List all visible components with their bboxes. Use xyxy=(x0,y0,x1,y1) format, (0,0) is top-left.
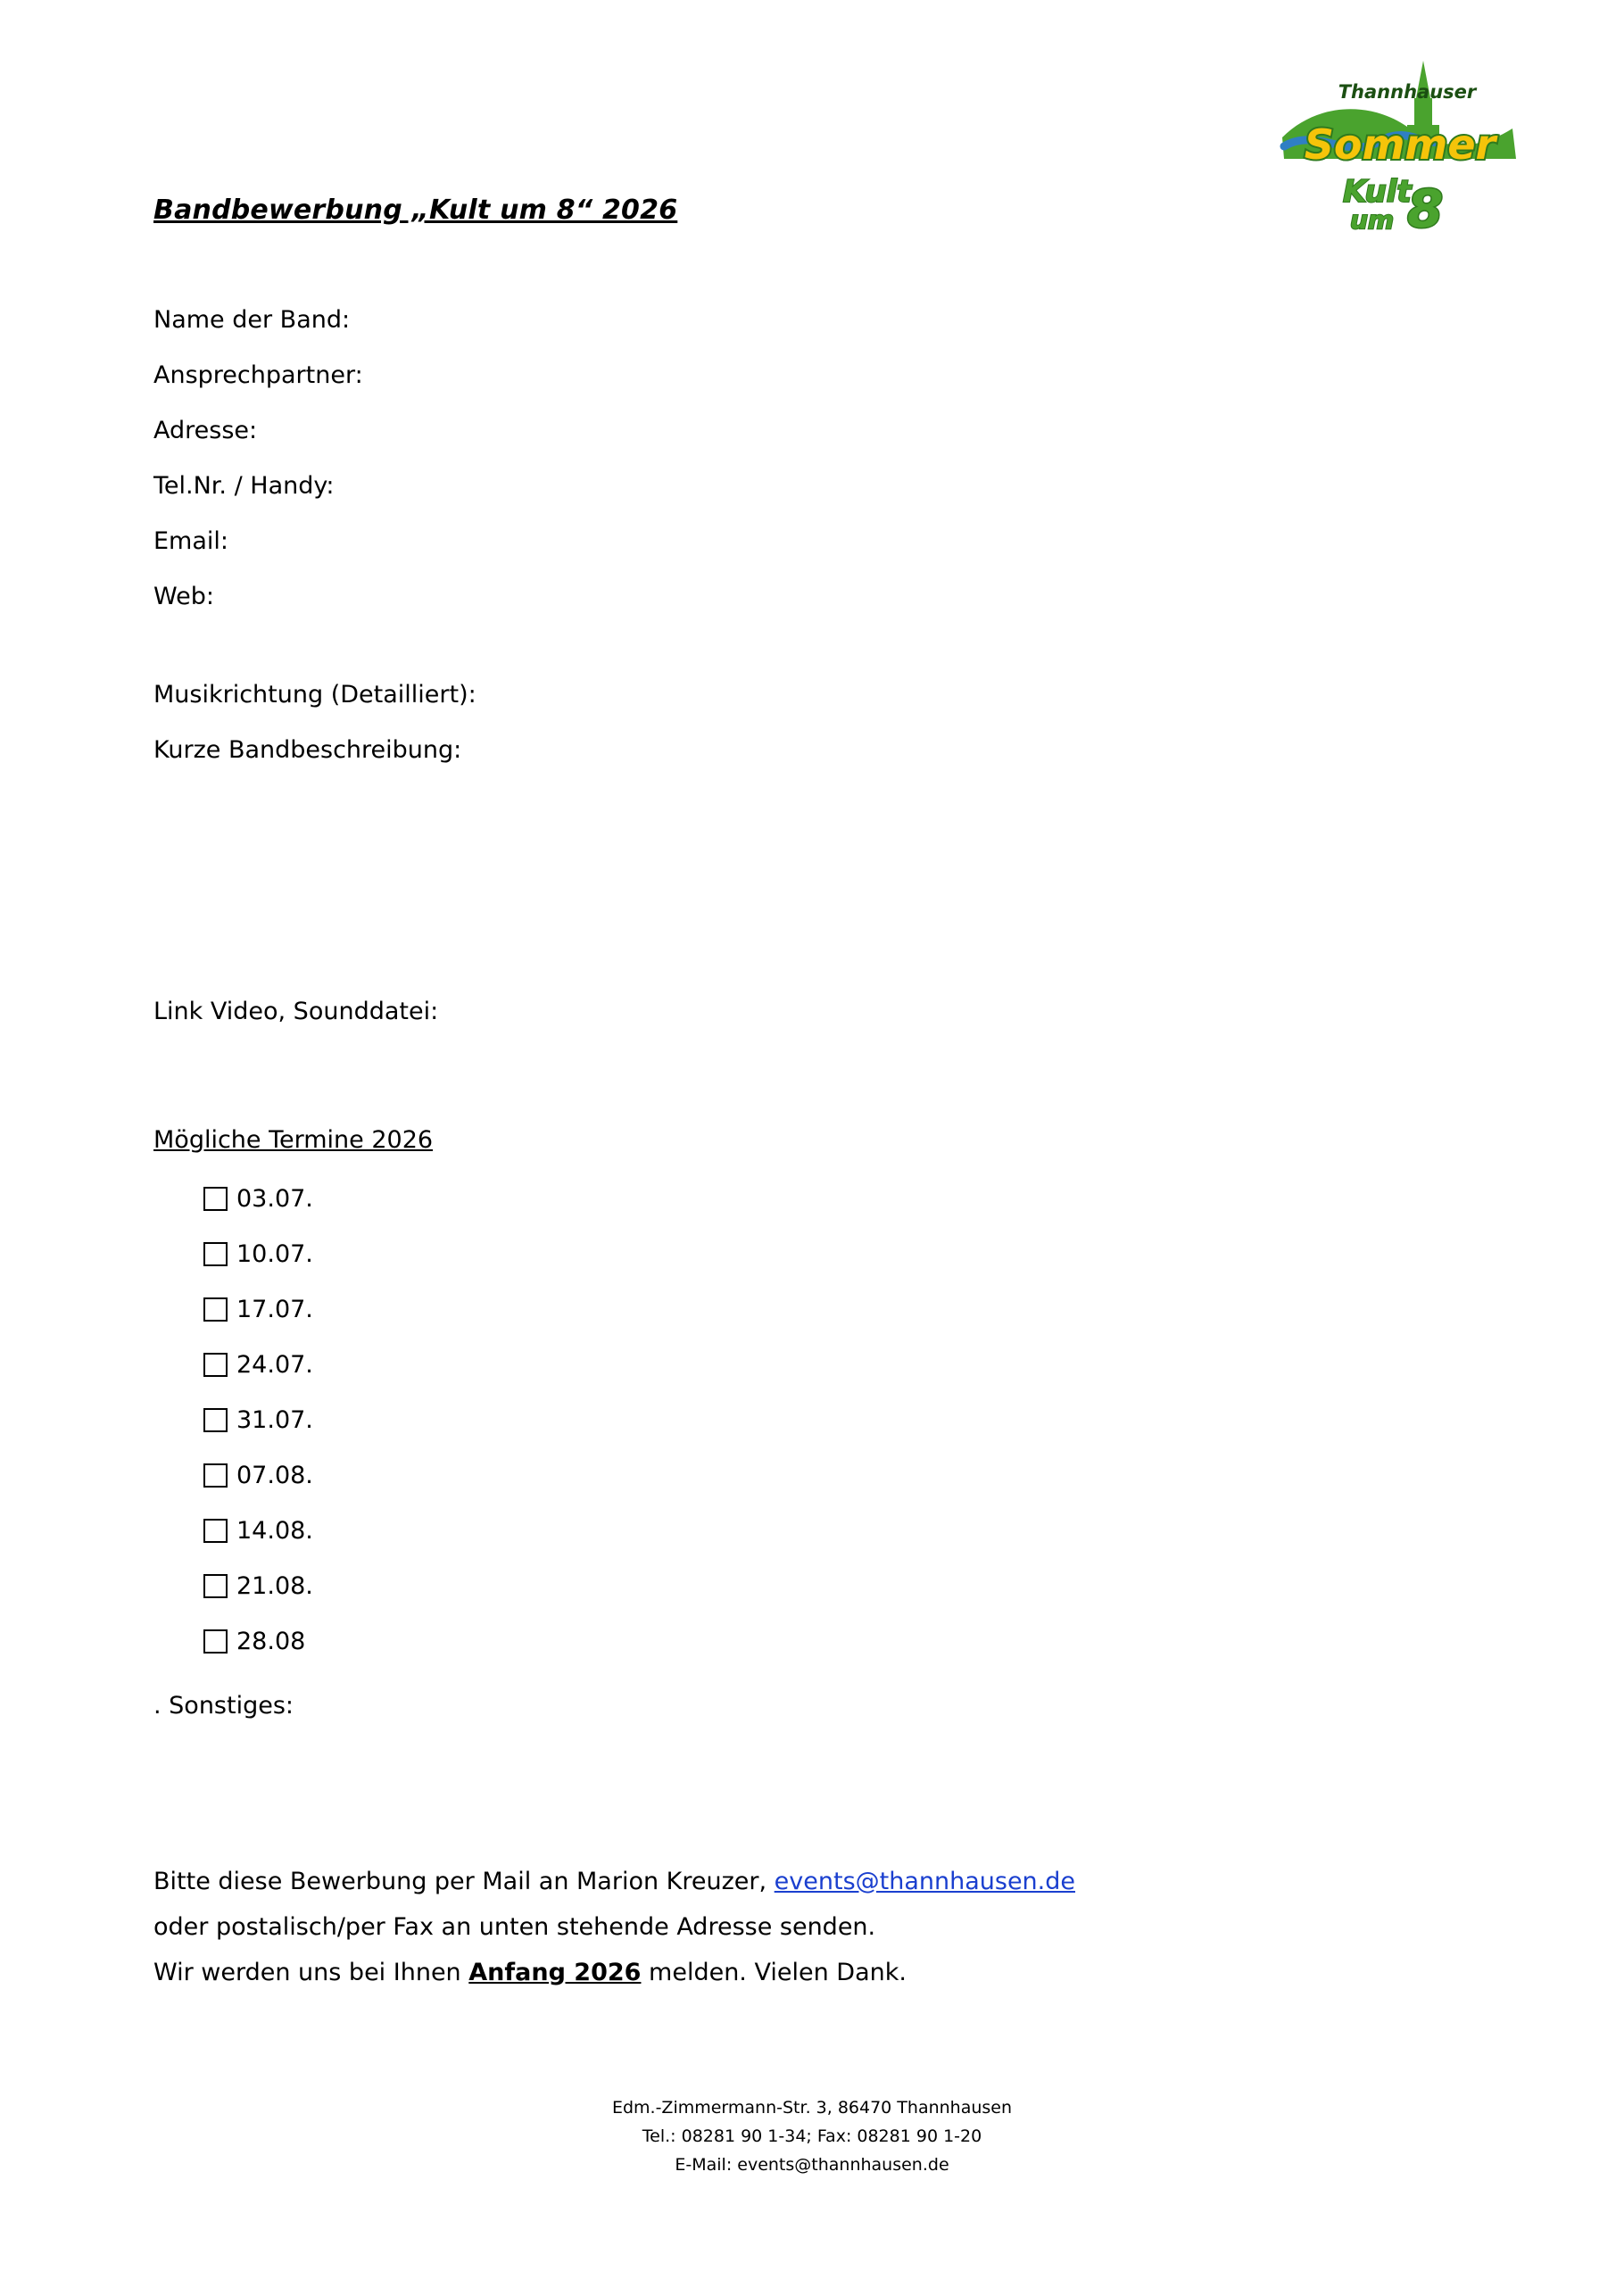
list-item[interactable] xyxy=(203,1226,313,1281)
svg-text:Sommer: Sommer xyxy=(1304,120,1496,169)
list-item[interactable] xyxy=(203,1613,313,1669)
page-footer xyxy=(0,2093,1624,2179)
checkbox-icon[interactable] xyxy=(203,1519,228,1543)
field-label-address: Adresse: xyxy=(153,417,258,444)
closing-line-2: oder postalisch/per Fax an unten stehende Adresse senden. xyxy=(153,1913,876,1941)
field-label-email: Email: xyxy=(153,527,229,555)
closing-text-after-bold: melden. Vielen Dank. xyxy=(641,1959,907,1986)
termin-label: 21.08. xyxy=(236,1571,313,1600)
band-description-fields xyxy=(153,667,476,778)
closing-text-before-email: Bitte diese Bewerbung per Mail an Marion Kreuzer, xyxy=(153,1868,775,1895)
footer-phone-fax: Tel.: 08281 90 1-34; Fax: 08281 90 1-20 xyxy=(642,2126,982,2146)
email-link[interactable]: events@thannhausen.de xyxy=(774,1868,1076,1895)
band-info-fields xyxy=(153,293,363,625)
termin-label: 03.07. xyxy=(236,1184,313,1213)
termin-label: 10.07. xyxy=(236,1239,313,1268)
svg-text:um: um xyxy=(1350,205,1395,235)
field-label-phone: Tel.Nr. / Handy: xyxy=(153,472,335,500)
closing-line-3 xyxy=(153,1950,1421,1995)
list-item[interactable] xyxy=(203,1281,313,1337)
termine-checkbox-list xyxy=(203,1171,313,1669)
closing-bold-date: Anfang 2026 xyxy=(468,1959,642,1986)
list-item[interactable] xyxy=(203,1558,313,1613)
field-label-contact: Ansprechpartner: xyxy=(153,361,363,389)
field-label-band-name: Name der Band: xyxy=(153,306,351,334)
termin-label: 17.07. xyxy=(236,1295,313,1323)
checkbox-icon[interactable] xyxy=(203,1574,228,1598)
termin-label: 24.07. xyxy=(236,1350,313,1379)
termin-label: 31.07. xyxy=(236,1405,313,1434)
termin-label: 28.08 xyxy=(236,1627,306,1655)
footer-address: Edm.-Zimmermann-Str. 3, 86470 Thannhausen xyxy=(611,2098,1013,2118)
field-label-web: Web: xyxy=(153,583,214,610)
list-item[interactable] xyxy=(203,1392,313,1447)
closing-text-before-bold: Wir werden uns bei Ihnen xyxy=(153,1959,469,1986)
checkbox-icon[interactable] xyxy=(203,1463,228,1488)
footer-email: E-Mail: events@thannhausen.de xyxy=(675,2155,949,2175)
field-label-description: Kurze Bandbeschreibung: xyxy=(153,736,462,764)
svg-text:8: 8 xyxy=(1407,178,1444,239)
list-item[interactable] xyxy=(203,1447,313,1503)
svg-text:Thannhauser: Thannhauser xyxy=(1338,81,1477,103)
checkbox-icon[interactable] xyxy=(203,1408,228,1432)
termin-label: 14.08. xyxy=(236,1516,313,1545)
checkbox-icon[interactable] xyxy=(203,1187,228,1211)
section-heading-termine: Mögliche Termine 2026 xyxy=(153,1126,434,1154)
page-title: Bandbewerbung „Kult um 8“ 2026 xyxy=(153,195,678,226)
list-item[interactable] xyxy=(203,1171,313,1226)
list-item[interactable] xyxy=(203,1503,313,1558)
thannhauser-sommer-logo xyxy=(1273,52,1528,266)
field-label-genre: Musikrichtung (Detailliert): xyxy=(153,681,476,709)
closing-paragraph xyxy=(153,1859,1421,1995)
list-item[interactable] xyxy=(203,1337,313,1392)
termin-label: 07.08. xyxy=(236,1461,313,1489)
checkbox-icon[interactable] xyxy=(203,1629,228,1654)
checkbox-icon[interactable] xyxy=(203,1242,228,1266)
checkbox-icon[interactable] xyxy=(203,1297,228,1322)
field-label-media-link: Link Video, Sounddatei: xyxy=(153,998,439,1025)
closing-line-1 xyxy=(153,1859,1421,1904)
checkbox-icon[interactable] xyxy=(203,1353,228,1377)
field-label-sonstiges: . Sonstiges: xyxy=(153,1692,294,1720)
svg-text:Kult: Kult xyxy=(1343,174,1412,210)
